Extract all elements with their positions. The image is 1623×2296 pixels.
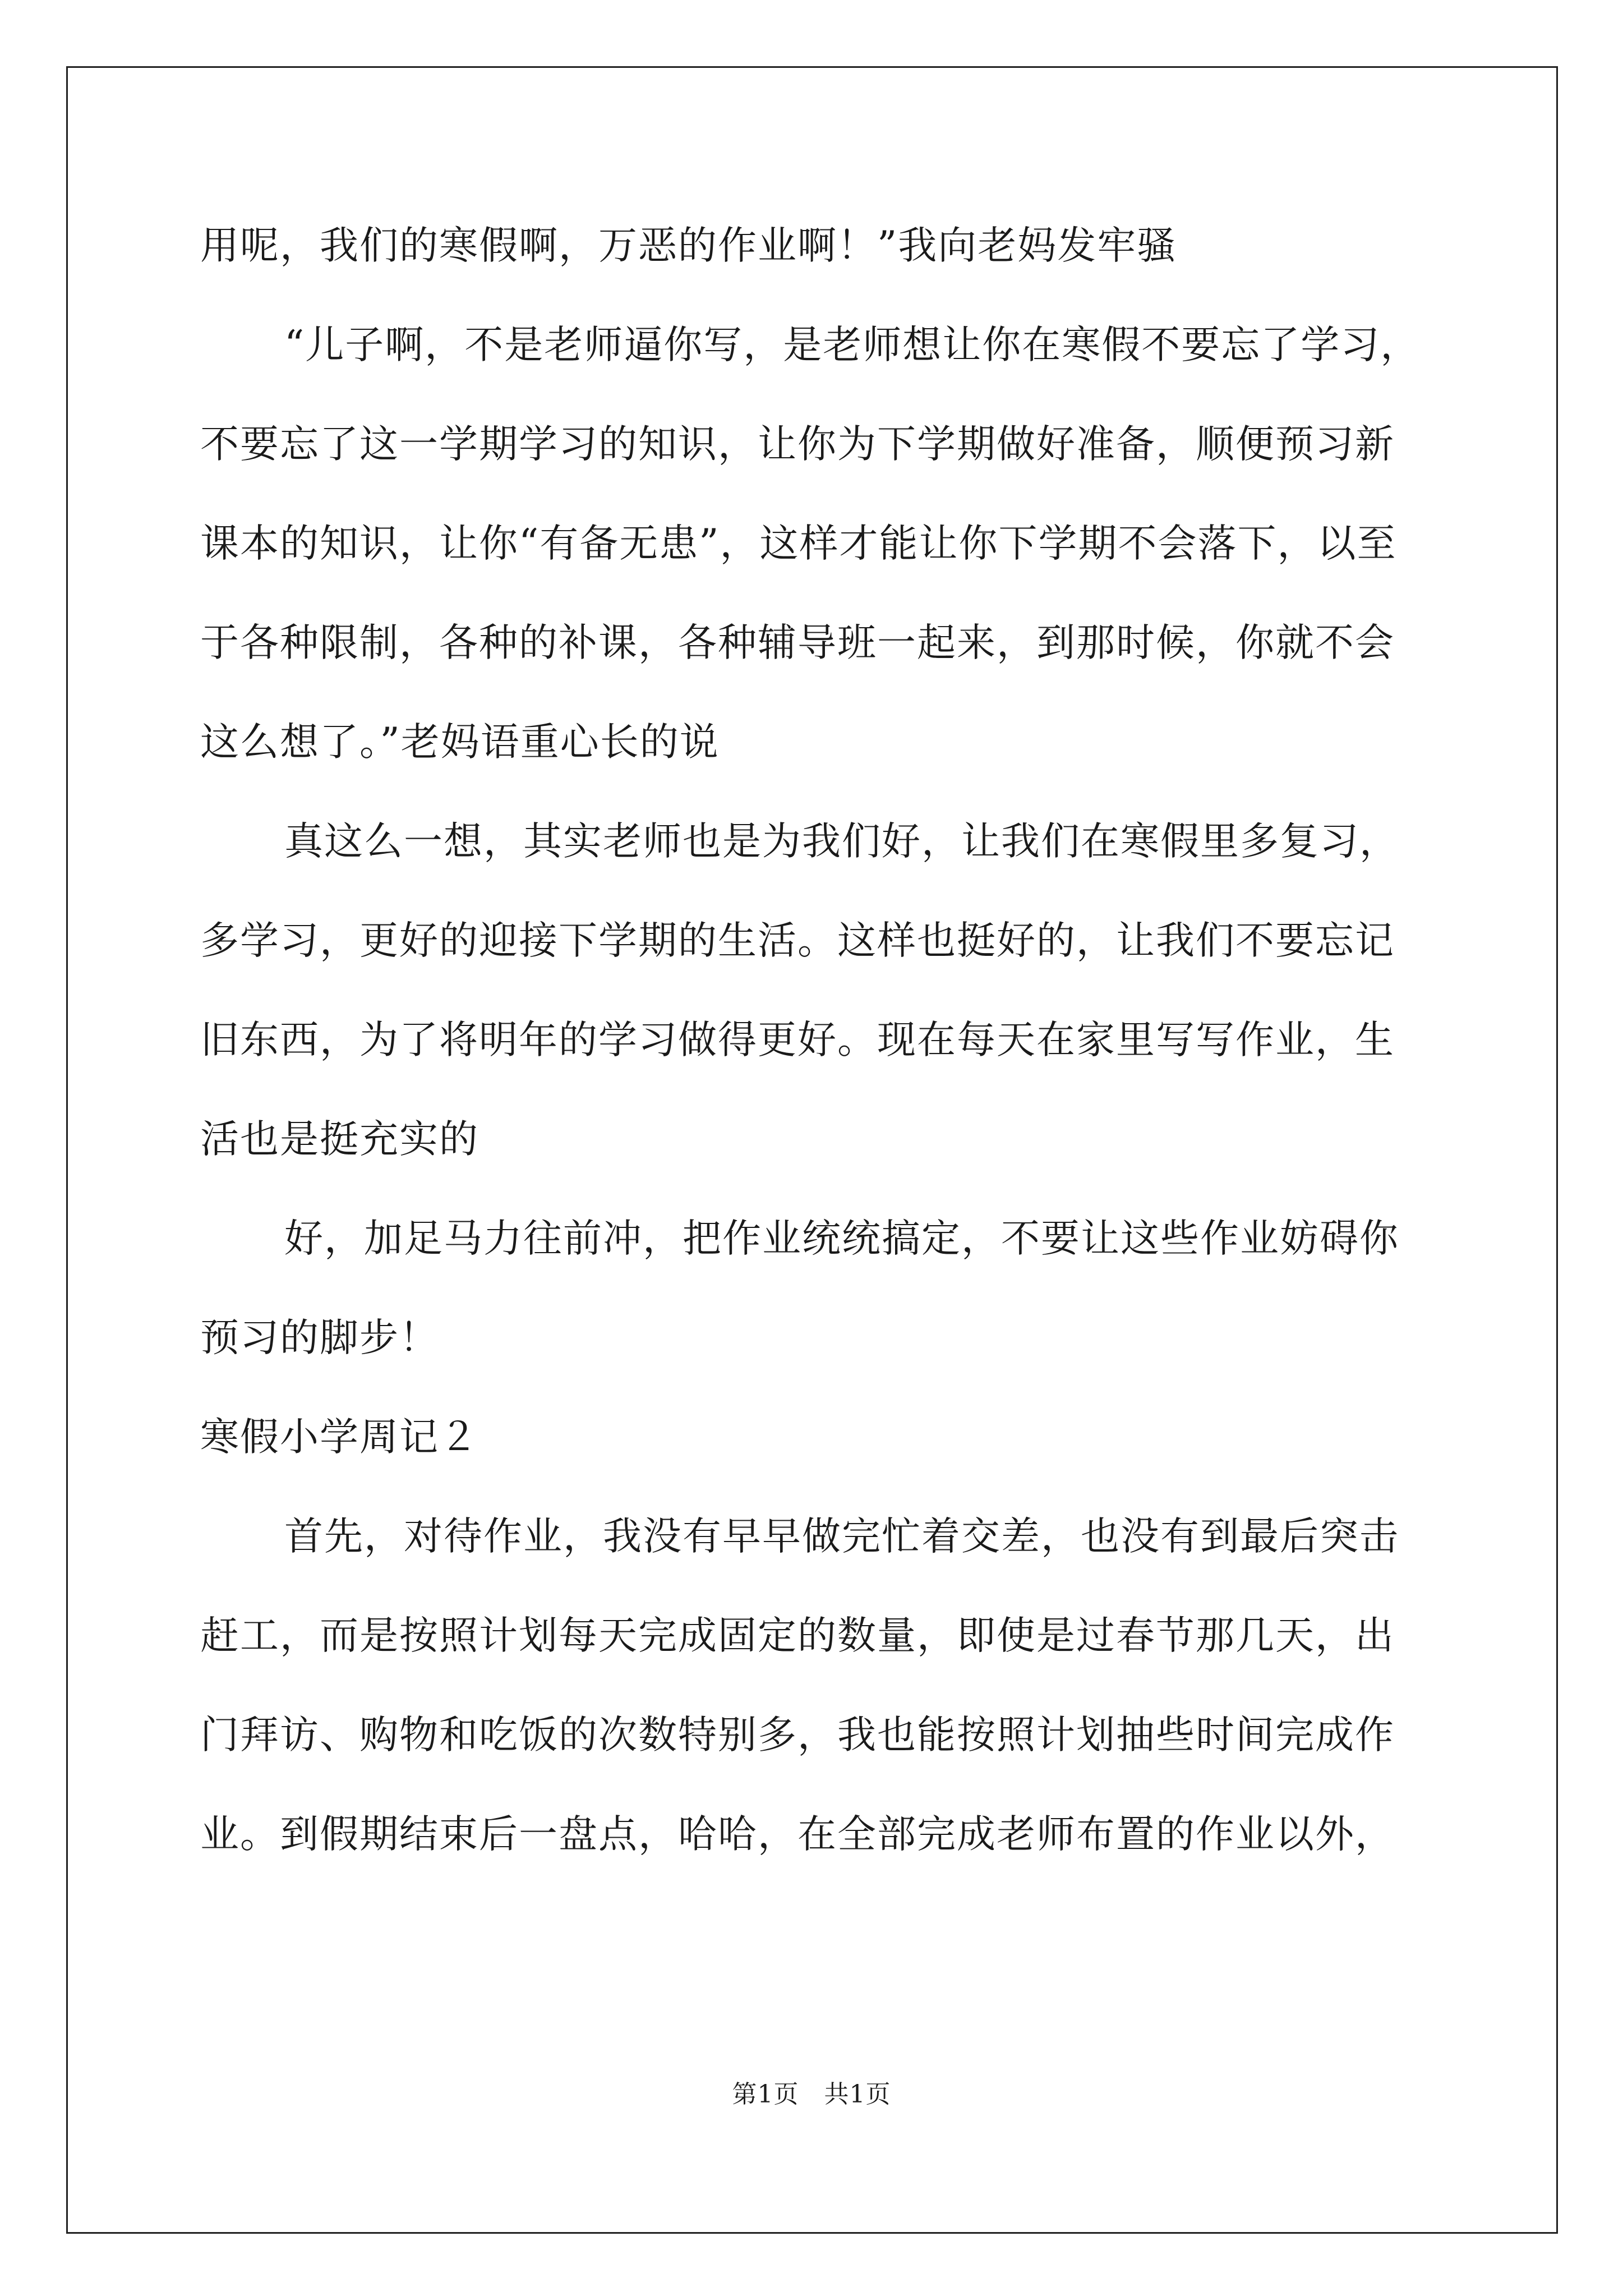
text-line: 首先，对待作业，我没有早早做完忙着交差，也没有到最后突击: [284, 1514, 1399, 1559]
text-line: 多学习，更好的迎接下学期的生活。这样也挺好的，让我们不要忘记: [200, 918, 1395, 963]
text-line: 旧东西，为了将明年的学习做得更好。现在每天在家里写写作业，生: [200, 1018, 1395, 1062]
text-line: 预习的脚步！: [200, 1315, 439, 1360]
text-line: 用呢，我们的寒假啊，万恶的作业啊！”我向老妈发牢骚: [200, 223, 1177, 268]
section-heading: 寒假小学周记２: [200, 1415, 479, 1460]
text-line: 真这么一想，其实老师也是为我们好，让我们在寒假里多复习，: [284, 819, 1399, 864]
text-line: 赶工，而是按照计划每天完成固定的数量，即使是过春节那几天，出: [200, 1613, 1395, 1658]
text-line: 课本的知识，让你“有备无患”，这样才能让你下学期不会落下，以至: [200, 521, 1397, 566]
text-line: 好，加足马力往前冲，把作业统统搞定，不要让这些作业妨碍你: [284, 1216, 1399, 1261]
page-footer: 第1页 共1页: [732, 2080, 891, 2109]
text-line: 门拜访、购物和吃饭的次数特别多，我也能按照计划抽些时间完成作: [200, 1713, 1395, 1757]
text-line: 业。到假期结束后一盘点，哈哈，在全部完成老师布置的作业以外，: [200, 1812, 1395, 1857]
text-line: 活也是挺充实的: [200, 1117, 479, 1162]
text-line: 这么想了。”老妈语重心长的说: [200, 720, 720, 765]
text-line: “儿子啊，不是老师逼你写，是老师想让你在寒假不要忘了学习，: [284, 323, 1421, 367]
text-line: 于各种限制，各种的补课，各种辅导班一起来，到那时候，你就不会: [200, 620, 1395, 665]
text-line: 不要忘了这一学期学习的知识，让你为下学期做好准备，顺便预习新: [200, 422, 1395, 467]
